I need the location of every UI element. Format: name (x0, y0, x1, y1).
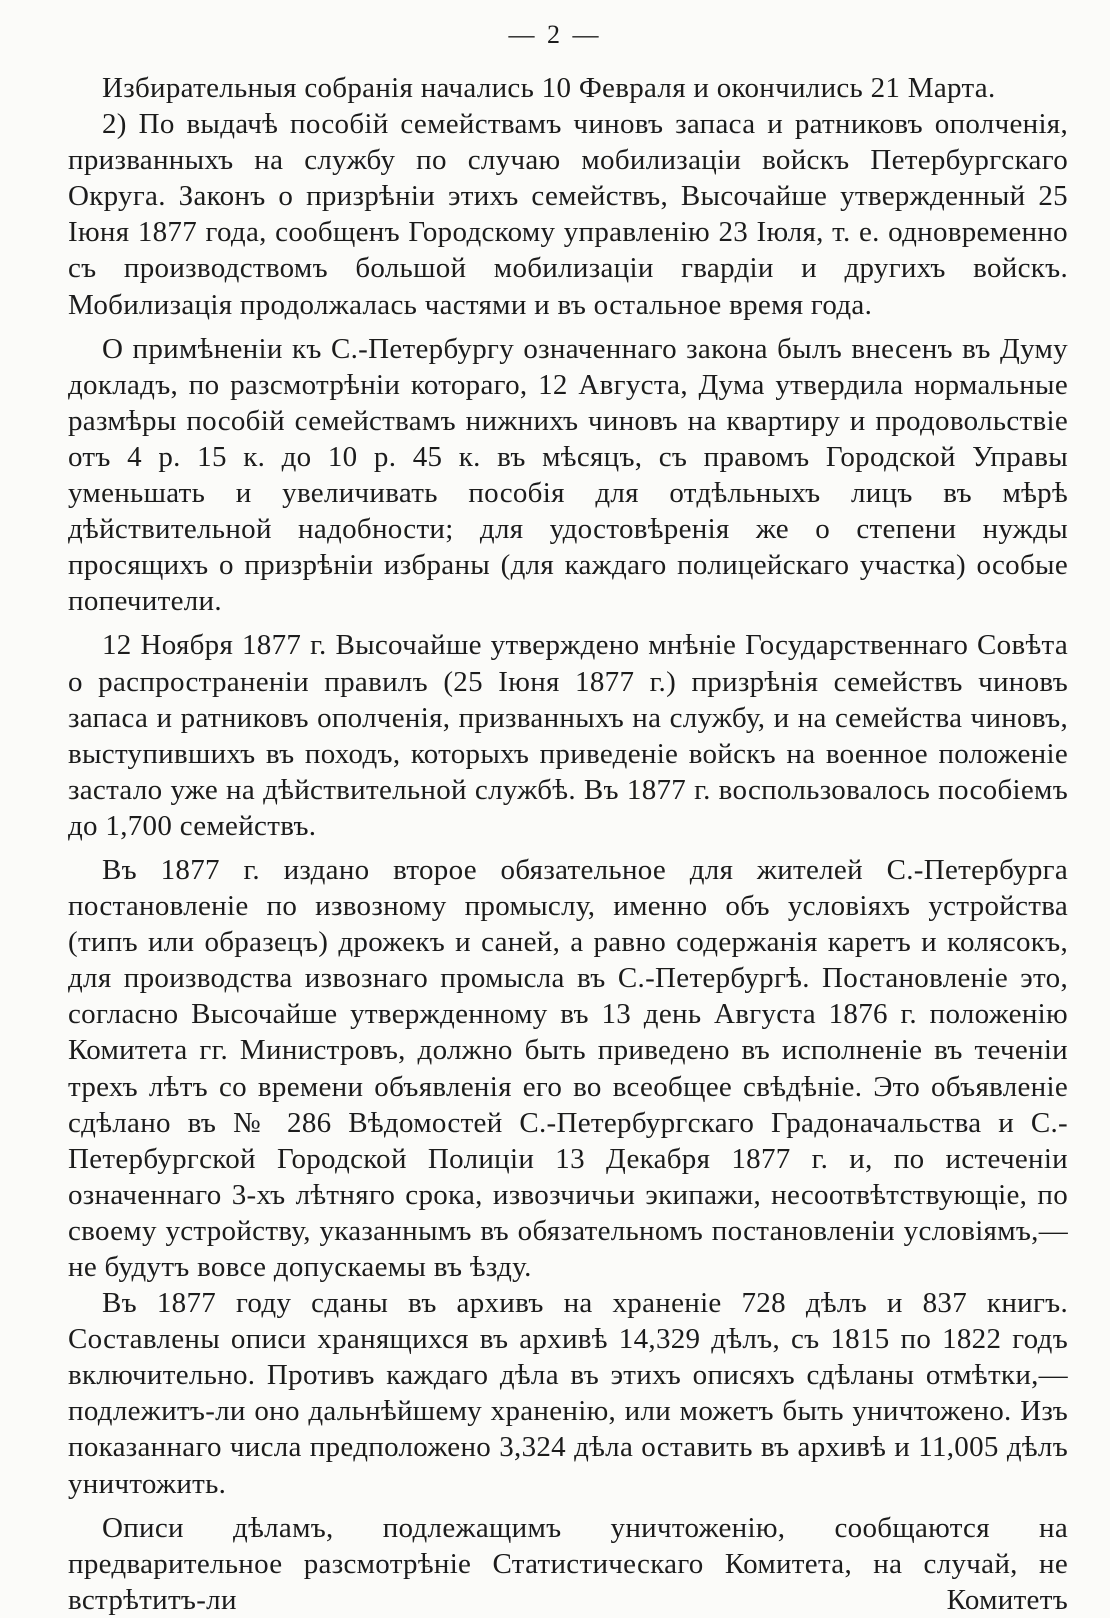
paragraph-gap (68, 619, 1068, 627)
body-text (68, 70, 1068, 1618)
paragraph-state-council: 12 Ноября 1877 г. Высочайше утверждено мнѣніе Государственнаго Совѣта о распространеніи правилъ (25 Іюня 1877 г.) призрѣнія семействъ чиновъ запаса и ратниковъ ополченія, призванныхъ на службу, и на семейства чиновъ, выступившихъ въ походъ, которыхъ приведеніе войскъ на военное положеніе застало уже на дѣйствительной службѣ. Въ 1877 г. воспользовалось пособіемъ до 1,700 семействъ. (68, 629, 1068, 842)
paragraph-gap (68, 844, 1068, 852)
paragraph-family-allowances: 2) По выдачѣ пособій семействамъ чиновъ запаса и ратниковъ ополченія, призванныхъ на службу по случаю мобилизаціи войскъ Петербургскаго Округа. Законъ о призрѣніи этихъ семействъ, Высочайше утвержденный 25 Іюня 1877 года, сообщенъ Городскому управленію 23 Іюля, т. е. одновременно съ производствомъ большой мобилизаціи гвардіи и другихъ войскъ. Мобилизація продолжалась частями и въ остальное время года. (68, 108, 1068, 321)
paragraph-inventories: Описи дѣламъ, подлежащимъ уничтоженію, сообщаются на предварительное разсмотрѣніе Статистическаго Комитета, на случай, не встрѣтитъ-ли Комитетъ (68, 1511, 1068, 1616)
paragraph-cab-trade: Въ 1877 г. издано второе обязательное для жителей С.-Петербурга постановленіе по извозному промыслу, именно объ условіяхъ устройства (типъ или образецъ) дрожекъ и саней, а равно содержанія каретъ и колясокъ, для производства извознаго промысла въ С.-Петербургѣ. Постановленіе это, согласно Высочайше утвержденному въ 13 день Августа 1876 г. положенію Комитета гг. Министровъ, должно быть приведено въ исполненіе въ теченіи трехъ лѣтъ со времени объявленія его во всеобщее свѣдѣніе. Это объявленіе сдѣлано въ № 286 Вѣдомостей С.-Петербургскаго Градоначальства и С.-Петербургской Городской Полиціи 13 Декабря 1877 г. и, по истеченіи означеннаго 3-хъ лѣтняго срока, извозчичьи экипажи, несоотвѣтствующіе, по своему устройству, указаннымъ въ обязательномъ постановленіи условіямъ,—не будутъ вовсе допускаемы въ ѣзду. (68, 853, 1068, 1283)
paragraph-duma-report: О примѣненіи къ С.-Петербургу означеннаго закона былъ внесенъ въ Думу докладъ, по разсмотрѣніи котораго, 12 Августа, Дума утвердила нормальные размѣры пособій семействамъ нижнихъ чиновъ на квартиру и продовольствіе отъ 4 р. 15 к. до 10 р. 45 к. въ мѣсяцъ, съ правомъ Городской Управы уменьшать и увеличивать пособія для отдѣльныхъ лицъ въ мѣрѣ дѣйствительной надобности; для удостовѣренія же о степени нужды просящихъ о призрѣніи избраны (для каждаго полицейскаго участка) особые попечители. (68, 332, 1068, 618)
page-number: — 2 — (508, 20, 602, 49)
paragraph-archive: Въ 1877 году сданы въ архивъ на храненіе 728 дѣлъ и 837 книгъ. Составлены описи хранящихся въ архивѣ 14,329 дѣлъ, съ 1815 по 1822 годъ включительно. Противъ каждаго дѣла въ этихъ описяхъ сдѣланы отмѣтки,—подлежитъ-ли оно дальнѣйшему храненію, или можетъ быть уничтожено. Изъ показаннаго числа предположено 3,324 дѣла оставить въ архивѣ и 11,005 дѣлъ уничтожить. (68, 1287, 1068, 1500)
paragraph-gap (68, 323, 1068, 331)
paragraph-elections: Избирательныя собранія начались 10 Февраля и окончились 21 Марта. (102, 72, 996, 104)
paragraph-gap (68, 1502, 1068, 1510)
